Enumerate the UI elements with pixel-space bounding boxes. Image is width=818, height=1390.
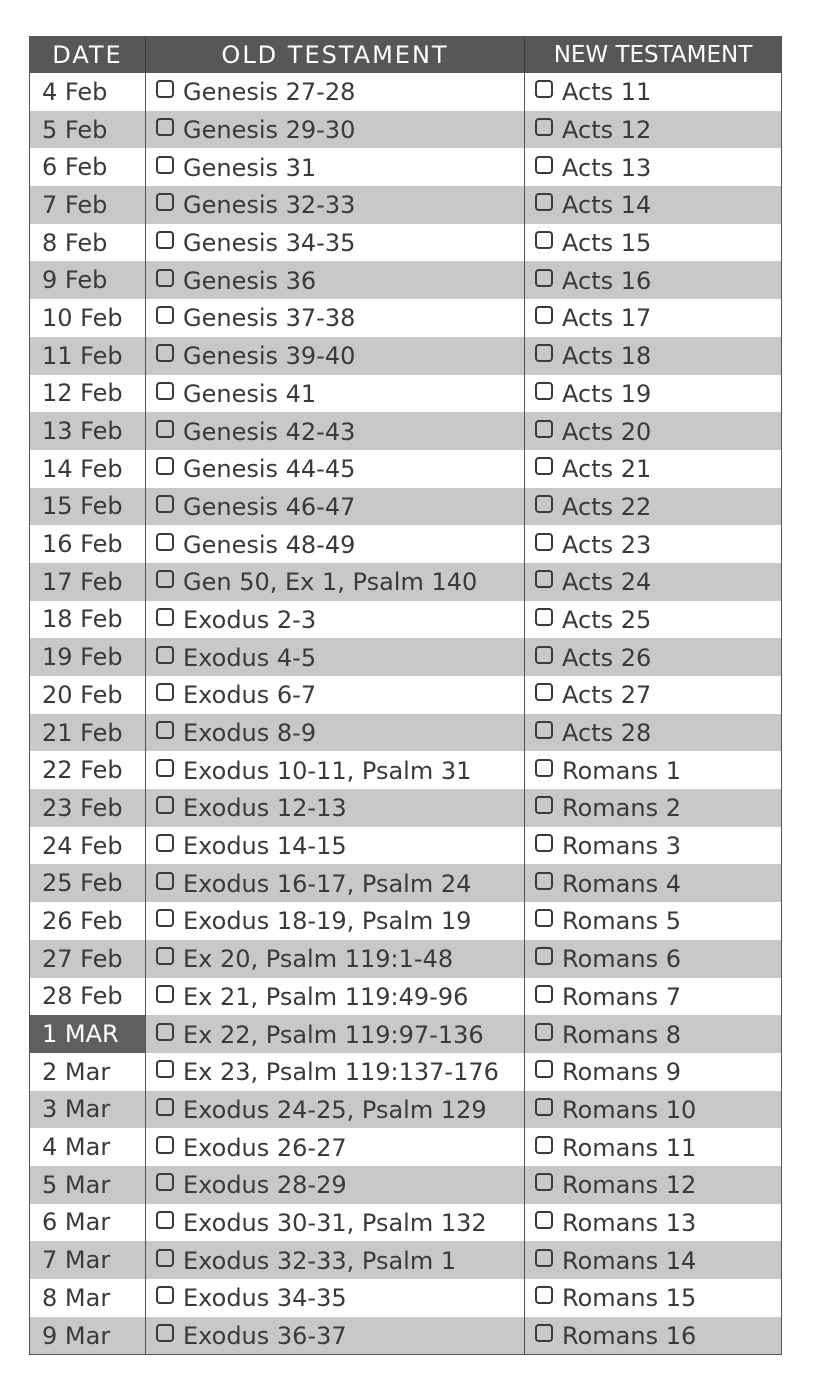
old-testament-checkbox-icon[interactable] <box>156 1136 174 1154</box>
old-testament-reading: Ex 21, Psalm 119:49-96 <box>183 982 469 1011</box>
table-row <box>30 563 782 601</box>
new-testament-cell <box>525 1015 782 1053</box>
table-row <box>30 1279 782 1317</box>
old-testament-checkbox-icon[interactable] <box>156 985 174 1003</box>
old-testament-reading: Exodus 4-5 <box>183 643 317 672</box>
old-testament-checkbox-icon[interactable] <box>156 269 174 287</box>
old-testament-checkbox-icon[interactable] <box>156 193 174 211</box>
old-testament-checkbox-icon[interactable] <box>156 759 174 777</box>
old-testament-cell <box>146 224 525 262</box>
new-testament-checkbox-icon[interactable] <box>535 344 553 362</box>
old-testament-cell <box>146 601 525 639</box>
new-testament-cell <box>525 1279 782 1317</box>
new-testament-reading: Romans 2 <box>562 794 681 823</box>
new-testament-reading: Acts 22 <box>562 492 652 521</box>
new-testament-reading: Acts 11 <box>562 78 652 107</box>
new-testament-cell <box>525 299 782 337</box>
table-row <box>30 864 782 902</box>
new-testament-checkbox-icon[interactable] <box>535 985 553 1003</box>
old-testament-cell <box>146 488 525 526</box>
date-cell: 14 Feb <box>30 450 146 488</box>
table-row <box>30 714 782 752</box>
old-testament-cell <box>146 827 525 865</box>
new-testament-checkbox-icon[interactable] <box>535 80 553 98</box>
new-testament-reading: Acts 13 <box>562 153 652 182</box>
date-cell: 13 Feb <box>30 412 146 450</box>
table-row <box>30 601 782 639</box>
old-testament-cell <box>146 261 525 299</box>
new-testament-checkbox-icon[interactable] <box>535 193 553 211</box>
table-row <box>30 488 782 526</box>
old-testament-cell <box>146 1279 525 1317</box>
old-testament-reading: Exodus 36-37 <box>183 1322 347 1351</box>
date-cell: 18 Feb <box>30 601 146 639</box>
new-testament-checkbox-icon[interactable] <box>535 909 553 927</box>
new-testament-cell <box>525 488 782 526</box>
date-cell: 2 Mar <box>30 1053 146 1091</box>
new-testament-cell <box>525 1128 782 1166</box>
date-cell: 19 Feb <box>30 638 146 676</box>
old-testament-checkbox-icon[interactable] <box>156 1324 174 1342</box>
old-testament-checkbox-icon[interactable] <box>156 457 174 475</box>
new-testament-reading: Romans 14 <box>562 1246 697 1275</box>
old-testament-cell <box>146 375 525 413</box>
new-testament-checkbox-icon[interactable] <box>535 118 553 136</box>
new-testament-checkbox-icon[interactable] <box>535 231 553 249</box>
table-row <box>30 186 782 224</box>
new-testament-cell <box>525 789 782 827</box>
new-testament-cell <box>525 375 782 413</box>
new-testament-checkbox-icon[interactable] <box>535 1286 553 1304</box>
old-testament-checkbox-icon[interactable] <box>156 80 174 98</box>
old-testament-reading: Ex 23, Psalm 119:137-176 <box>183 1058 499 1087</box>
old-testament-checkbox-icon[interactable] <box>156 118 174 136</box>
new-testament-reading: Acts 20 <box>562 417 652 446</box>
new-testament-reading: Acts 12 <box>562 116 652 145</box>
old-testament-cell <box>146 111 525 149</box>
old-testament-reading: Genesis 48-49 <box>183 530 356 559</box>
old-testament-reading: Exodus 26-27 <box>183 1133 347 1162</box>
new-testament-checkbox-icon[interactable] <box>535 1173 553 1191</box>
old-testament-checkbox-icon[interactable] <box>156 420 174 438</box>
new-testament-checkbox-icon[interactable] <box>535 156 553 174</box>
date-cell: 12 Feb <box>30 375 146 413</box>
old-testament-cell <box>146 676 525 714</box>
old-testament-checkbox-icon[interactable] <box>156 156 174 174</box>
new-testament-reading: Romans 9 <box>562 1058 681 1087</box>
new-testament-reading: Romans 16 <box>562 1322 697 1351</box>
new-testament-checkbox-icon[interactable] <box>535 646 553 664</box>
new-testament-reading: Acts 21 <box>562 455 652 484</box>
new-testament-checkbox-icon[interactable] <box>535 1060 553 1078</box>
old-testament-cell <box>146 148 525 186</box>
old-testament-reading: Ex 20, Psalm 119:1-48 <box>183 945 454 974</box>
old-testament-cell <box>146 1317 525 1355</box>
table-row <box>30 751 782 789</box>
old-testament-reading: Exodus 32-33, Psalm 1 <box>183 1246 457 1275</box>
old-testament-checkbox-icon[interactable] <box>156 1286 174 1304</box>
old-testament-reading: Ex 22, Psalm 119:97-136 <box>183 1020 484 1049</box>
new-testament-reading: Acts 16 <box>562 266 652 295</box>
new-testament-checkbox-icon[interactable] <box>535 1098 553 1116</box>
new-testament-reading: Acts 18 <box>562 342 652 371</box>
old-testament-cell <box>146 1204 525 1242</box>
old-testament-checkbox-icon[interactable] <box>156 1060 174 1078</box>
table-row <box>30 261 782 299</box>
new-testament-checkbox-icon[interactable] <box>535 533 553 551</box>
new-testament-cell <box>525 676 782 714</box>
table-row <box>30 827 782 865</box>
old-testament-reading: Gen 50, Ex 1, Psalm 140 <box>183 568 478 597</box>
old-testament-checkbox-icon[interactable] <box>156 495 174 513</box>
new-testament-reading: Romans 7 <box>562 982 681 1011</box>
old-testament-cell <box>146 1053 525 1091</box>
old-testament-reading: Genesis 39-40 <box>183 342 356 371</box>
new-testament-checkbox-icon[interactable] <box>535 721 553 739</box>
new-testament-checkbox-icon[interactable] <box>535 1136 553 1154</box>
new-testament-cell <box>525 978 782 1016</box>
new-testament-cell <box>525 412 782 450</box>
old-testament-checkbox-icon[interactable] <box>156 872 174 890</box>
table-row <box>30 1317 782 1355</box>
new-testament-checkbox-icon[interactable] <box>535 570 553 588</box>
date-cell: 8 Mar <box>30 1279 146 1317</box>
old-testament-checkbox-icon[interactable] <box>156 1173 174 1191</box>
new-testament-reading: Romans 1 <box>562 756 681 785</box>
new-testament-checkbox-icon[interactable] <box>535 834 553 852</box>
date-cell: 23 Feb <box>30 789 146 827</box>
old-testament-checkbox-icon[interactable] <box>156 796 174 814</box>
old-testament-cell <box>146 789 525 827</box>
old-testament-reading: Exodus 34-35 <box>183 1284 347 1313</box>
old-testament-reading: Exodus 24-25, Psalm 129 <box>183 1095 487 1124</box>
old-testament-cell <box>146 1128 525 1166</box>
new-testament-cell <box>525 1241 782 1279</box>
date-cell: 3 Mar <box>30 1091 146 1129</box>
old-testament-checkbox-icon[interactable] <box>156 646 174 664</box>
new-testament-reading: Acts 19 <box>562 379 652 408</box>
table-row <box>30 1128 782 1166</box>
old-testament-reading: Exodus 6-7 <box>183 681 317 710</box>
date-cell: 16 Feb <box>30 525 146 563</box>
new-testament-reading: Romans 11 <box>562 1133 697 1162</box>
new-testament-cell <box>525 1317 782 1355</box>
old-testament-checkbox-icon[interactable] <box>156 834 174 852</box>
old-testament-reading: Exodus 30-31, Psalm 132 <box>183 1208 487 1237</box>
date-cell: 22 Feb <box>30 751 146 789</box>
table-row <box>30 337 782 375</box>
old-testament-reading: Exodus 10-11, Psalm 31 <box>183 756 472 785</box>
old-testament-checkbox-icon[interactable] <box>156 721 174 739</box>
new-testament-reading: Romans 10 <box>562 1095 697 1124</box>
old-testament-reading: Exodus 28-29 <box>183 1171 347 1200</box>
reading-plan-table <box>29 36 782 1355</box>
new-testament-cell <box>525 1166 782 1204</box>
new-testament-cell <box>525 337 782 375</box>
old-testament-reading: Genesis 31 <box>183 153 317 182</box>
table-row <box>30 111 782 149</box>
table-row <box>30 1091 782 1129</box>
old-testament-reading: Exodus 18-19, Psalm 19 <box>183 907 472 936</box>
old-testament-reading: Exodus 8-9 <box>183 719 317 748</box>
old-testament-cell <box>146 412 525 450</box>
old-testament-checkbox-icon[interactable] <box>156 683 174 701</box>
date-cell: 25 Feb <box>30 864 146 902</box>
old-testament-cell <box>146 902 525 940</box>
new-testament-reading: Romans 13 <box>562 1208 697 1237</box>
old-testament-checkbox-icon[interactable] <box>156 1098 174 1116</box>
new-testament-reading: Acts 15 <box>562 229 652 258</box>
old-testament-reading: Genesis 46-47 <box>183 492 356 521</box>
date-cell: 24 Feb <box>30 827 146 865</box>
date-cell: 9 Mar <box>30 1317 146 1355</box>
old-testament-checkbox-icon[interactable] <box>156 344 174 362</box>
new-testament-cell <box>525 1053 782 1091</box>
new-testament-reading: Acts 25 <box>562 605 652 634</box>
date-cell: 9 Feb <box>30 261 146 299</box>
old-testament-cell <box>146 864 525 902</box>
old-testament-checkbox-icon[interactable] <box>156 1211 174 1229</box>
new-testament-cell <box>525 902 782 940</box>
old-testament-cell <box>146 1091 525 1129</box>
old-testament-cell <box>146 940 525 978</box>
date-cell: 6 Feb <box>30 148 146 186</box>
old-testament-cell <box>146 450 525 488</box>
old-testament-reading: Exodus 14-15 <box>183 832 347 861</box>
table-row <box>30 525 782 563</box>
date-cell: 6 Mar <box>30 1204 146 1242</box>
old-testament-checkbox-icon[interactable] <box>156 947 174 965</box>
new-testament-cell <box>525 714 782 752</box>
old-testament-reading: Genesis 37-38 <box>183 304 356 333</box>
new-testament-reading: Romans 3 <box>562 832 681 861</box>
old-testament-cell <box>146 1241 525 1279</box>
table-row <box>30 1053 782 1091</box>
old-testament-reading: Genesis 34-35 <box>183 229 356 258</box>
old-testament-checkbox-icon[interactable] <box>156 1023 174 1041</box>
new-testament-checkbox-icon[interactable] <box>535 947 553 965</box>
date-cell: 7 Feb <box>30 186 146 224</box>
table-row <box>30 902 782 940</box>
date-cell: 1 MAR <box>30 1015 146 1053</box>
new-testament-checkbox-icon[interactable] <box>535 420 553 438</box>
date-cell: 4 Mar <box>30 1128 146 1166</box>
table-row <box>30 148 782 186</box>
new-testament-cell <box>525 563 782 601</box>
new-testament-reading: Romans 5 <box>562 907 681 936</box>
new-testament-cell <box>525 638 782 676</box>
new-testament-cell <box>525 940 782 978</box>
new-testament-checkbox-icon[interactable] <box>535 1023 553 1041</box>
table-row <box>30 1204 782 1242</box>
new-testament-checkbox-icon[interactable] <box>535 382 553 400</box>
old-testament-cell <box>146 299 525 337</box>
new-testament-cell <box>525 525 782 563</box>
old-testament-reading: Genesis 32-33 <box>183 191 356 220</box>
new-testament-cell <box>525 827 782 865</box>
new-testament-checkbox-icon[interactable] <box>535 1249 553 1267</box>
new-testament-cell <box>525 864 782 902</box>
old-testament-reading: Exodus 16-17, Psalm 24 <box>183 869 472 898</box>
old-testament-cell <box>146 1015 525 1053</box>
new-testament-cell <box>525 148 782 186</box>
old-testament-cell <box>146 563 525 601</box>
new-testament-checkbox-icon[interactable] <box>535 306 553 324</box>
new-testament-cell <box>525 186 782 224</box>
old-testament-checkbox-icon[interactable] <box>156 306 174 324</box>
table-row <box>30 73 782 111</box>
date-cell: 26 Feb <box>30 902 146 940</box>
old-testament-reading: Genesis 42-43 <box>183 417 356 446</box>
new-testament-reading: Acts 14 <box>562 191 652 220</box>
table-row <box>30 1241 782 1279</box>
date-cell: 8 Feb <box>30 224 146 262</box>
new-testament-cell <box>525 601 782 639</box>
table-row <box>30 638 782 676</box>
table-row <box>30 1015 782 1053</box>
new-testament-checkbox-icon[interactable] <box>535 796 553 814</box>
date-cell: 28 Feb <box>30 978 146 1016</box>
reading-plan-rows <box>30 73 782 1355</box>
new-testament-reading: Acts 26 <box>562 643 652 672</box>
table-row <box>30 375 782 413</box>
old-testament-reading: Genesis 29-30 <box>183 116 356 145</box>
new-testament-checkbox-icon[interactable] <box>535 1211 553 1229</box>
table-row <box>30 224 782 262</box>
new-testament-checkbox-icon[interactable] <box>535 759 553 777</box>
new-testament-reading: Acts 17 <box>562 304 652 333</box>
date-cell: 17 Feb <box>30 563 146 601</box>
new-testament-reading: Romans 12 <box>562 1171 697 1200</box>
date-cell: 11 Feb <box>30 337 146 375</box>
old-testament-checkbox-icon[interactable] <box>156 909 174 927</box>
table-row <box>30 450 782 488</box>
date-cell: 10 Feb <box>30 299 146 337</box>
new-testament-reading: Romans 6 <box>562 945 681 974</box>
old-testament-reading: Genesis 44-45 <box>183 455 356 484</box>
old-testament-checkbox-icon[interactable] <box>156 1249 174 1267</box>
new-testament-cell <box>525 1204 782 1242</box>
new-testament-reading: Acts 28 <box>562 719 652 748</box>
new-testament-reading: Romans 4 <box>562 869 681 898</box>
new-testament-checkbox-icon[interactable] <box>535 1324 553 1342</box>
new-testament-reading: Acts 23 <box>562 530 652 559</box>
new-testament-cell <box>525 751 782 789</box>
new-testament-checkbox-icon[interactable] <box>535 457 553 475</box>
new-testament-checkbox-icon[interactable] <box>535 495 553 513</box>
date-cell: 4 Feb <box>30 73 146 111</box>
old-testament-checkbox-icon[interactable] <box>156 231 174 249</box>
new-testament-column-header: NEW TESTAMENT <box>525 37 782 74</box>
date-cell: 21 Feb <box>30 714 146 752</box>
old-testament-checkbox-icon[interactable] <box>156 533 174 551</box>
old-testament-reading: Genesis 41 <box>183 379 317 408</box>
date-cell: 27 Feb <box>30 940 146 978</box>
new-testament-cell <box>525 224 782 262</box>
new-testament-reading: Acts 24 <box>562 568 652 597</box>
old-testament-cell <box>146 525 525 563</box>
old-testament-checkbox-icon[interactable] <box>156 382 174 400</box>
date-column-header: DATE <box>30 37 146 74</box>
old-testament-checkbox-icon[interactable] <box>156 608 174 626</box>
table-row <box>30 978 782 1016</box>
new-testament-checkbox-icon[interactable] <box>535 608 553 626</box>
header-row <box>30 37 782 74</box>
date-cell: 20 Feb <box>30 676 146 714</box>
new-testament-checkbox-icon[interactable] <box>535 269 553 287</box>
table-row <box>30 676 782 714</box>
new-testament-cell <box>525 73 782 111</box>
new-testament-checkbox-icon[interactable] <box>535 872 553 890</box>
date-cell: 5 Feb <box>30 111 146 149</box>
old-testament-cell <box>146 638 525 676</box>
old-testament-column-header: OLD TESTAMENT <box>146 37 525 74</box>
old-testament-reading: Genesis 36 <box>183 266 317 295</box>
old-testament-cell <box>146 337 525 375</box>
new-testament-cell <box>525 1091 782 1129</box>
new-testament-reading: Acts 27 <box>562 681 652 710</box>
old-testament-checkbox-icon[interactable] <box>156 570 174 588</box>
date-cell: 7 Mar <box>30 1241 146 1279</box>
old-testament-reading: Exodus 12-13 <box>183 794 347 823</box>
new-testament-reading: Romans 8 <box>562 1020 681 1049</box>
table-row <box>30 1166 782 1204</box>
old-testament-cell <box>146 978 525 1016</box>
table-row <box>30 299 782 337</box>
new-testament-cell <box>525 111 782 149</box>
new-testament-cell <box>525 261 782 299</box>
new-testament-checkbox-icon[interactable] <box>535 683 553 701</box>
date-cell: 5 Mar <box>30 1166 146 1204</box>
date-cell: 15 Feb <box>30 488 146 526</box>
table-row <box>30 412 782 450</box>
old-testament-cell <box>146 751 525 789</box>
old-testament-cell <box>146 1166 525 1204</box>
old-testament-cell <box>146 714 525 752</box>
new-testament-reading: Romans 15 <box>562 1284 697 1313</box>
old-testament-cell <box>146 73 525 111</box>
old-testament-cell <box>146 186 525 224</box>
old-testament-reading: Exodus 2-3 <box>183 605 317 634</box>
new-testament-cell <box>525 450 782 488</box>
table-row <box>30 789 782 827</box>
table-row <box>30 940 782 978</box>
old-testament-reading: Genesis 27-28 <box>183 78 356 107</box>
